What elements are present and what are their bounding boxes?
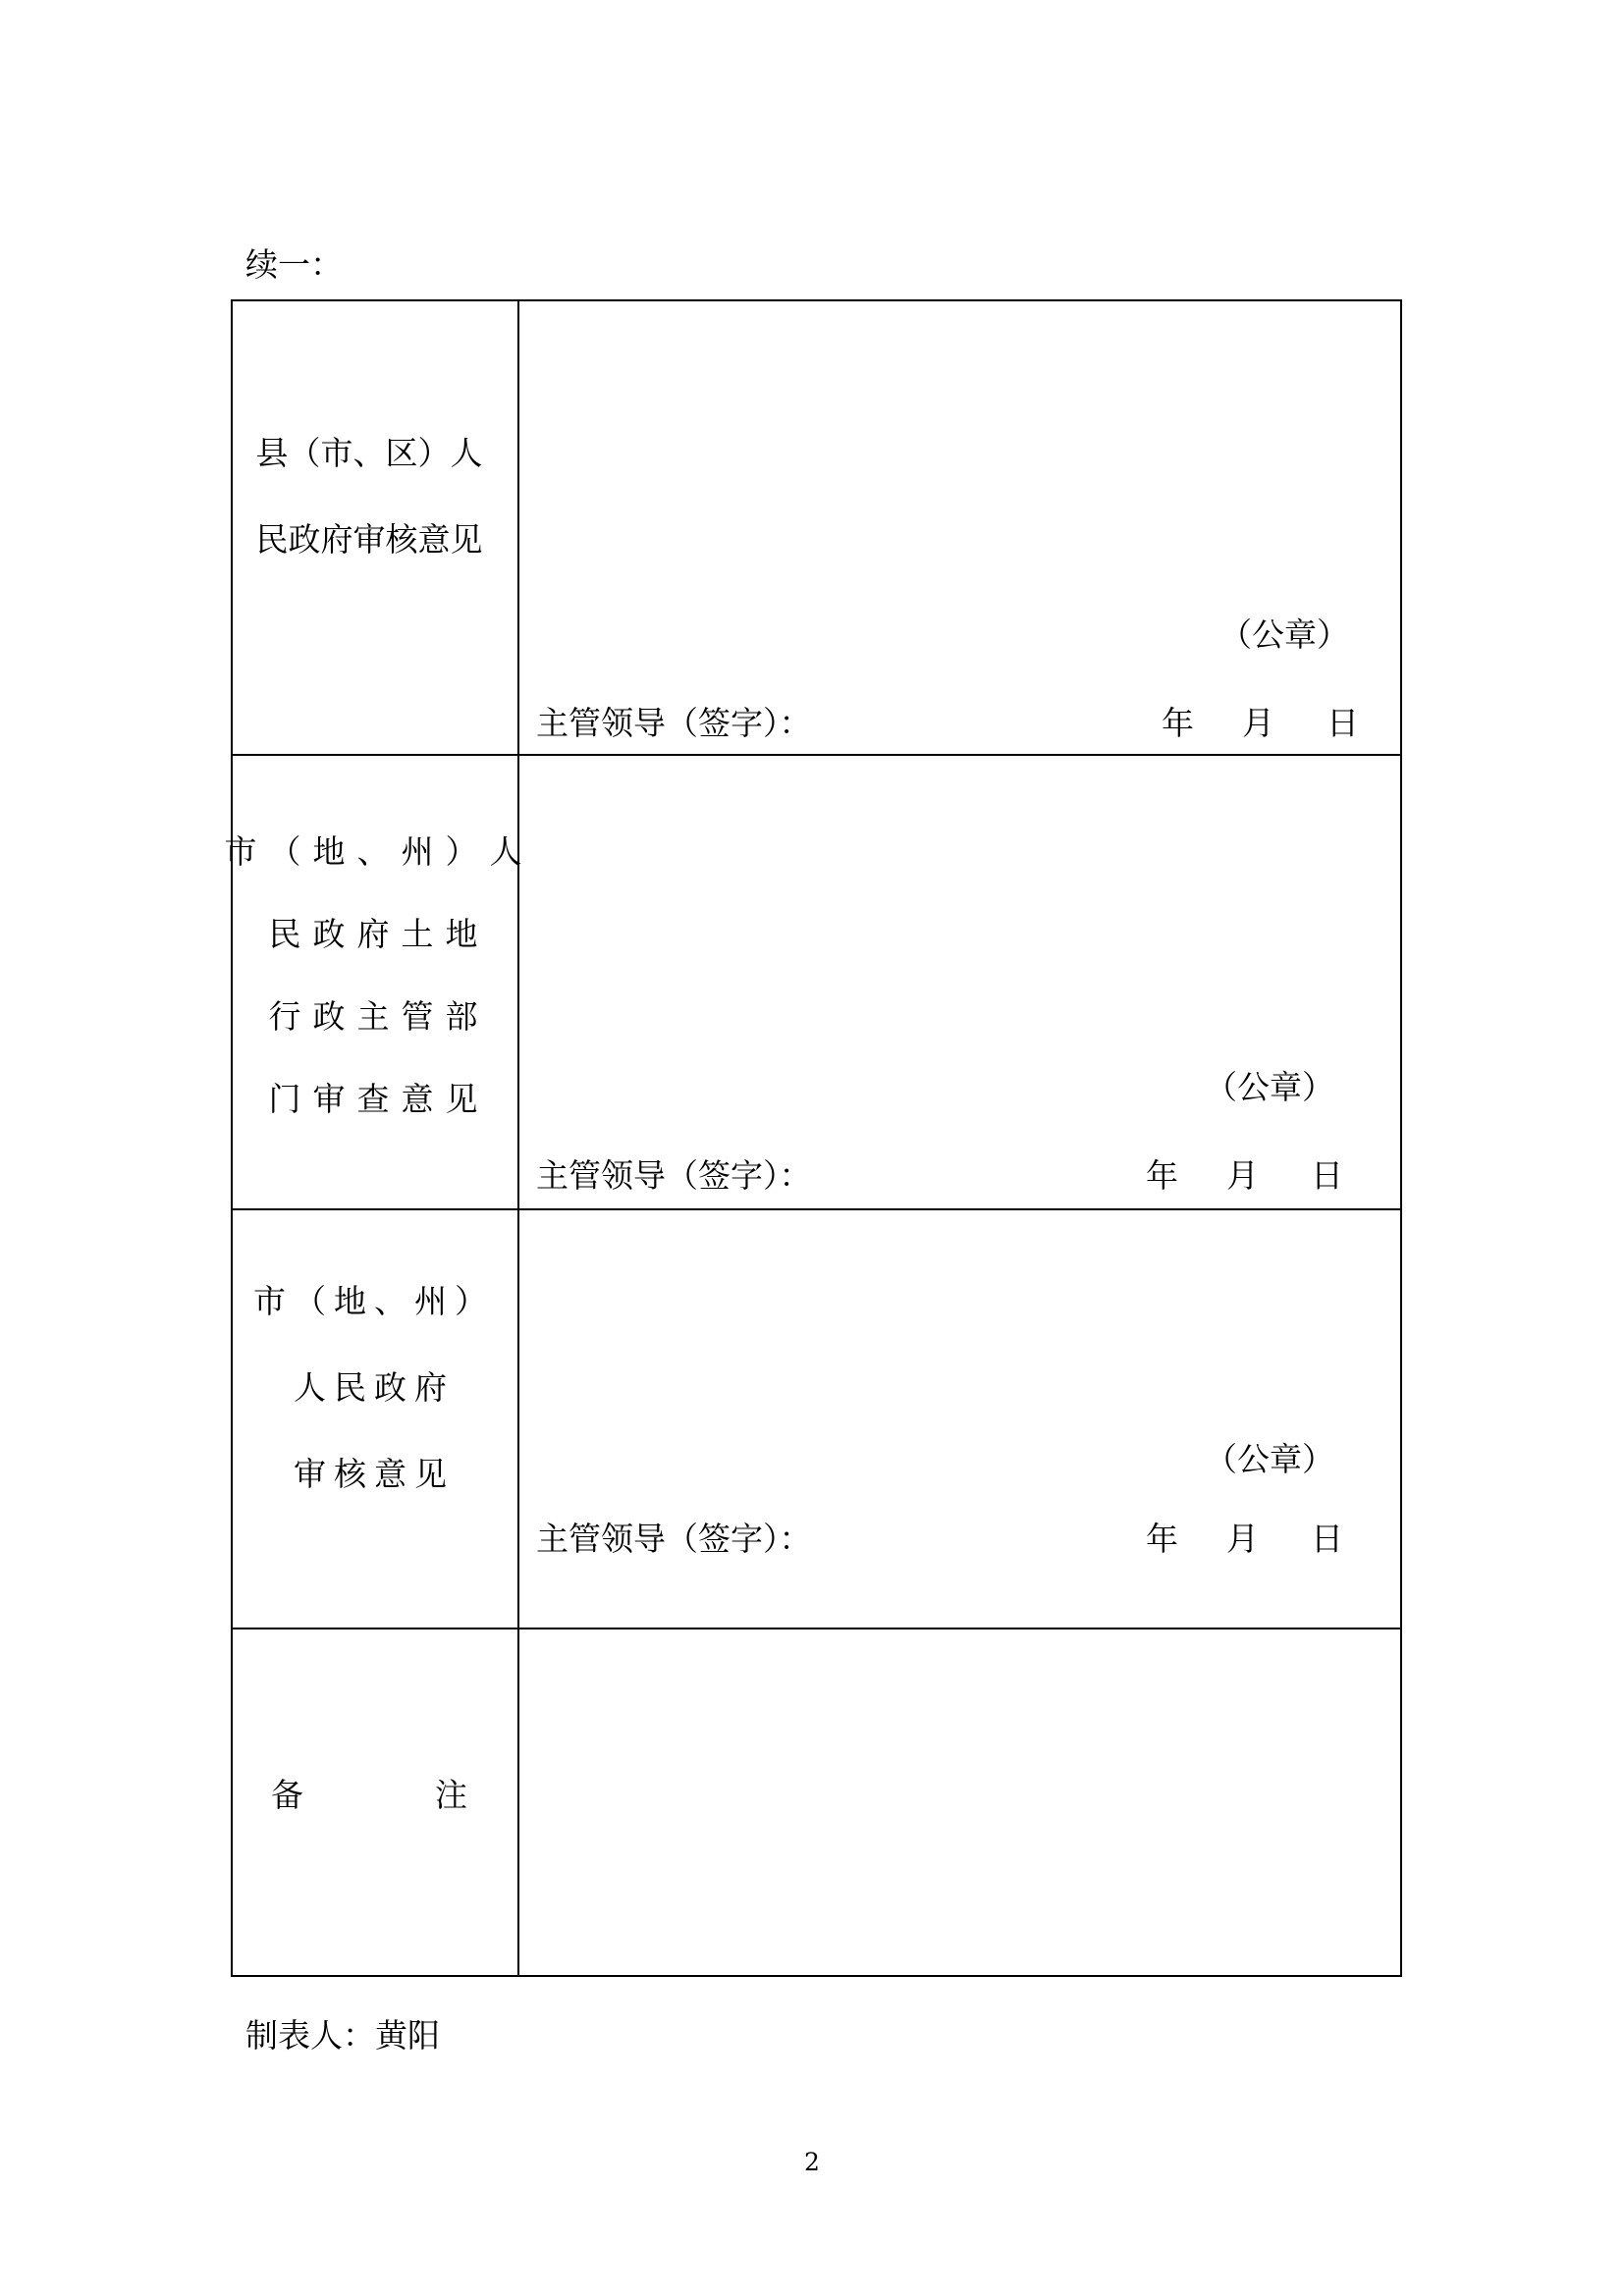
label-line: 人民政府 — [294, 1367, 455, 1407]
date-year-label: 年 — [1162, 704, 1194, 742]
date-line — [1146, 1520, 1343, 1559]
remarks-label-cell — [233, 1629, 519, 1975]
county-review-opinion-cell — [519, 301, 1400, 754]
page-number: 2 — [804, 2148, 820, 2176]
date-day-label: 日 — [1326, 704, 1359, 742]
date-line — [1146, 1156, 1343, 1196]
label-line: 门审查意见 — [268, 1079, 490, 1118]
continuation-heading: 续一： — [245, 245, 343, 284]
date-month-label: 月 — [1226, 1520, 1259, 1558]
form-maker-label: 制表人：黄阳 — [245, 2016, 440, 2055]
city-land-dept-review-row — [224, 756, 1400, 1210]
county-review-label-cell — [233, 301, 519, 754]
date-month-label: 月 — [1226, 1156, 1259, 1195]
city-land-dept-opinion-cell — [519, 756, 1400, 1208]
remarks-label-char: 注 — [435, 1776, 467, 1814]
city-gov-review-row — [233, 1210, 1400, 1629]
label-line: 审核意见 — [294, 1454, 455, 1493]
city-land-dept-label — [225, 811, 534, 1141]
remarks-content-cell — [519, 1629, 1400, 1975]
label-line: 市（地、州） — [253, 1281, 495, 1320]
supervisor-signature-label: 主管领导（签字）： — [536, 1520, 812, 1558]
county-review-row — [233, 301, 1400, 756]
date-line — [1162, 704, 1359, 743]
city-land-dept-label-cell — [224, 756, 534, 1208]
remarks-row — [233, 1629, 1400, 1975]
county-review-label — [256, 410, 483, 583]
date-day-label: 日 — [1311, 1520, 1343, 1558]
supervisor-signature-label: 主管领导（签字）： — [536, 704, 812, 742]
remarks-label-char: 备 — [271, 1776, 303, 1814]
official-seal-label: （公章） — [1219, 615, 1349, 654]
label-line: 县（市、区）人 — [255, 433, 483, 472]
label-line: 民政府土地 — [268, 914, 490, 953]
city-gov-opinion-cell — [519, 1210, 1400, 1628]
official-seal-label: （公章） — [1205, 1068, 1334, 1106]
remarks-label — [271, 1776, 467, 1815]
label-line: 市（地、州）人 — [224, 831, 534, 871]
date-month-label: 月 — [1242, 704, 1274, 742]
approval-form-table — [224, 299, 1402, 1977]
city-gov-label-cell — [233, 1210, 519, 1628]
date-year-label: 年 — [1146, 1520, 1178, 1558]
label-line: 民政府审核意见 — [255, 519, 483, 559]
date-year-label: 年 — [1146, 1156, 1178, 1195]
date-day-label: 日 — [1311, 1156, 1343, 1195]
supervisor-signature-label: 主管领导（签字）： — [536, 1156, 812, 1195]
city-gov-label — [253, 1258, 495, 1518]
label-line: 行政主管部 — [268, 996, 490, 1036]
official-seal-label: （公章） — [1205, 1440, 1334, 1478]
